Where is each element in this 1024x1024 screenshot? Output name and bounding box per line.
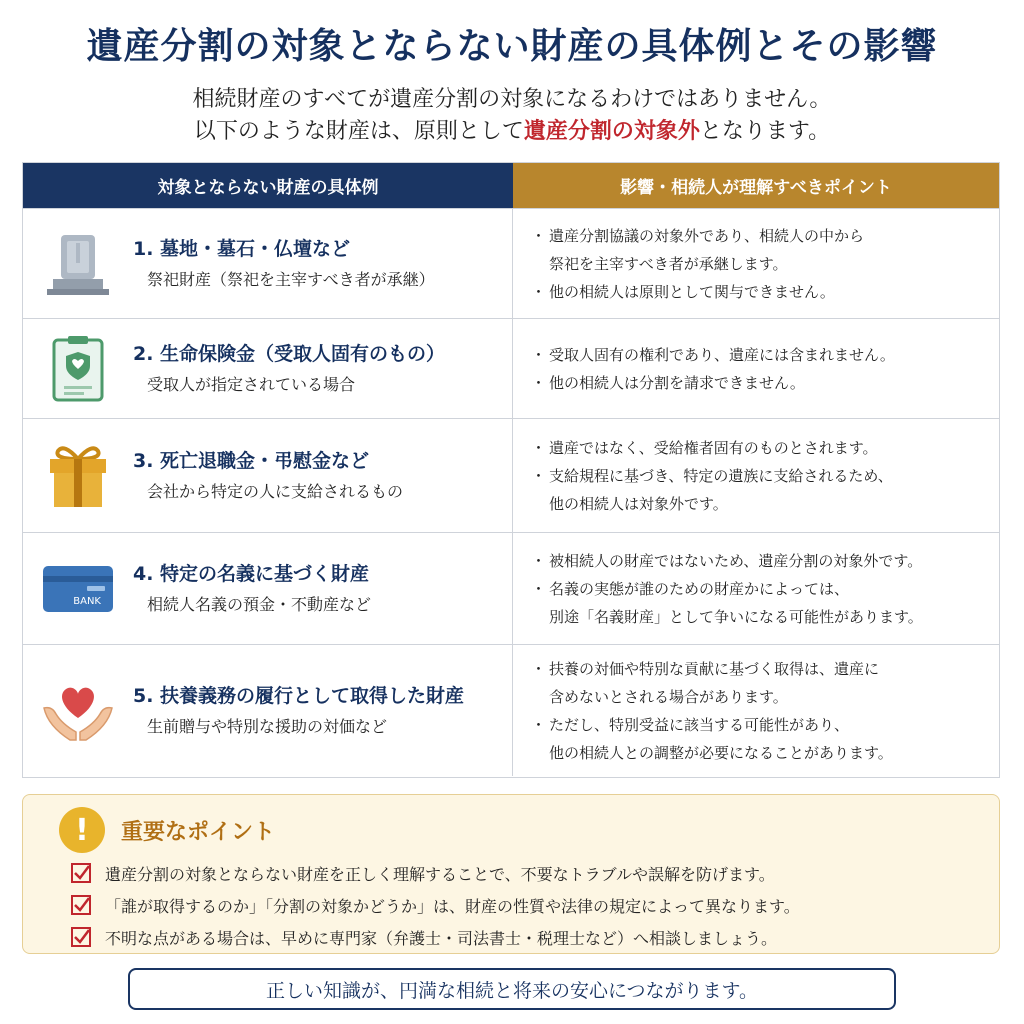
row-right-cell: [513, 419, 999, 532]
bullet-item: ・ ただし、特別受益に該当する可能性があり、: [531, 711, 987, 739]
checklist: [71, 857, 800, 953]
table-row: [23, 532, 999, 644]
item-title: 5. 扶養義務の履行として取得した財産: [133, 684, 465, 707]
bullet-text: ただし、特別受益に該当する可能性があり、: [549, 715, 850, 734]
gift-box-icon: [23, 419, 133, 532]
bullet-text: 含めないとされる場合があります。: [549, 687, 788, 706]
item-subtitle: 生前贈与や特別な援助の対価など: [147, 716, 388, 736]
bullet-text: 受取人固有の権利であり、遺産には含まれません。: [549, 345, 895, 364]
bullet-text: 遺産分割協議の対象外であり、相続人の中から: [549, 226, 865, 245]
row-left-cell: [23, 319, 513, 418]
page-title: 遺産分割の対象とならない財産の具体例とその影響: [86, 26, 938, 67]
bullet-text: 他の相続人との調整が必要になることがあります。: [549, 743, 893, 762]
checklist-text: 遺産分割の対象とならない財産を正しく理解することで、不要なトラブルや誤解を防げます。: [105, 864, 775, 884]
bullet-item: ・ 他の相続人は原則として関与できません。: [531, 278, 987, 306]
note-title: 重要なポイント: [121, 819, 276, 845]
row-left-cell: [23, 645, 513, 776]
row-right-cell: [513, 319, 999, 418]
gravestone-icon: [23, 209, 133, 318]
property-table: [22, 162, 1000, 778]
checklist-item: [71, 921, 800, 953]
bullet-item: ・ 受取人固有の権利であり、遺産には含まれません。: [531, 341, 987, 369]
intro-line-2-after: となります。: [699, 119, 831, 144]
bullet-item: ・ 扶養の対価や特別な貢献に基づく取得は、遺産に: [531, 655, 987, 683]
item-title: 4. 特定の名義に基づく財産: [133, 562, 370, 585]
checklist-text: 不明な点がある場合は、早めに専門家（弁護士・司法書士・税理士など）へ相談しましょう。: [105, 928, 778, 948]
row-right-cell: [513, 209, 999, 318]
bullet-text: 他の相続人は原則として関与できません。: [549, 282, 835, 301]
checklist-text: 「誰が取得するのか」「分割の対象かどうか」は、財産の性質や法律の規定によって異なります。: [105, 896, 800, 916]
intro-line-2: [0, 116, 1024, 148]
heart-hands-icon: [23, 645, 133, 776]
bank-card-icon: [23, 533, 133, 644]
table-row: [23, 318, 999, 418]
item-subtitle: 会社から特定の人に支給されるもの: [147, 481, 404, 501]
item-title: 2. 生命保険金（受取人固有のもの）: [133, 342, 446, 365]
header-examples: 対象とならない財産の具体例: [23, 163, 513, 208]
bullet-text: 他の相続人は分割を請求できません。: [549, 373, 805, 392]
bullet-item: ・ 遺産分割協議の対象外であり、相続人の中から: [531, 222, 987, 250]
bullet-item: ・ 支給規程に基づき、特定の遺族に支給されるため、: [531, 462, 987, 490]
insurance-document-icon: [23, 319, 133, 418]
item-title: 3. 死亡退職金・弔慰金など: [133, 449, 370, 472]
table-header: [23, 163, 999, 208]
bullet-text: 被相続人の財産ではないため、遺産分割の対象外です。: [549, 551, 923, 570]
bullet-text: 他の相続人は対象外です。: [549, 494, 728, 513]
intro-text: [0, 84, 1024, 148]
row-left-cell: [23, 533, 513, 644]
important-points-box: [22, 794, 1000, 954]
bullet-text: 扶養の対価や特別な貢献に基づく取得は、遺産に: [549, 659, 880, 678]
row-left-cell: [23, 209, 513, 318]
checkbox-icon: [71, 895, 91, 915]
header-points: 影響・相続人が理解すべきポイント: [513, 163, 999, 208]
item-subtitle: 祭祀財産（祭祀を主宰すべき者が承継）: [147, 269, 435, 289]
bullet-item: [531, 683, 987, 711]
bullet-item: ・ 被相続人の財産ではないため、遺産分割の対象外です。: [531, 547, 987, 575]
table-row: [23, 418, 999, 532]
row-right-cell: [513, 645, 999, 776]
item-subtitle: 相続人名義の預金・不動産など: [147, 594, 372, 614]
bullet-text: 遺産ではなく、受給権者固有のものとされます。: [549, 438, 878, 457]
item-subtitle: 受取人が指定されている場合: [147, 374, 356, 394]
bullet-text: 祭祀を主宰すべき者が承継します。: [549, 254, 788, 273]
checkbox-icon: [71, 927, 91, 947]
bullet-item: [531, 739, 987, 767]
exclamation-icon: !: [59, 807, 105, 853]
bullet-item: [531, 250, 987, 278]
checklist-item: [71, 889, 800, 921]
row-left-cell: [23, 419, 513, 532]
bullet-item: [531, 490, 987, 518]
note-header: [59, 807, 275, 853]
bullet-item: [531, 603, 987, 631]
bullet-text: 別途「名義財産」として争いになる可能性があります。: [549, 607, 923, 626]
intro-line-2-before: 以下のような財産は、原則として: [193, 119, 524, 144]
bullet-item: ・ 他の相続人は分割を請求できません。: [531, 369, 987, 397]
bullet-item: ・ 遺産ではなく、受給権者固有のものとされます。: [531, 434, 987, 462]
checklist-item: [71, 857, 800, 889]
intro-line-1: 相続財産のすべてが遺産分割の対象になるわけではありません。: [192, 87, 832, 112]
bullet-item: ・ 名義の実態が誰のための財産かによっては、: [531, 575, 987, 603]
footer-message: 正しい知識が、円満な相続と将来の安心につながります。: [128, 968, 896, 1010]
intro-highlight: 遺産分割の対象外: [523, 119, 700, 144]
item-title: 1. 墓地・墓石・仏壇など: [133, 237, 351, 260]
table-row: [23, 208, 999, 318]
bank-card-label: BANK: [73, 595, 101, 607]
bullet-text: 支給規程に基づき、特定の遺族に支給されるため、: [549, 466, 893, 485]
checkbox-icon: [71, 863, 91, 883]
table-row: [23, 644, 999, 776]
row-right-cell: [513, 533, 999, 644]
bullet-text: 名義の実態が誰のための財産かによっては、: [549, 579, 850, 598]
